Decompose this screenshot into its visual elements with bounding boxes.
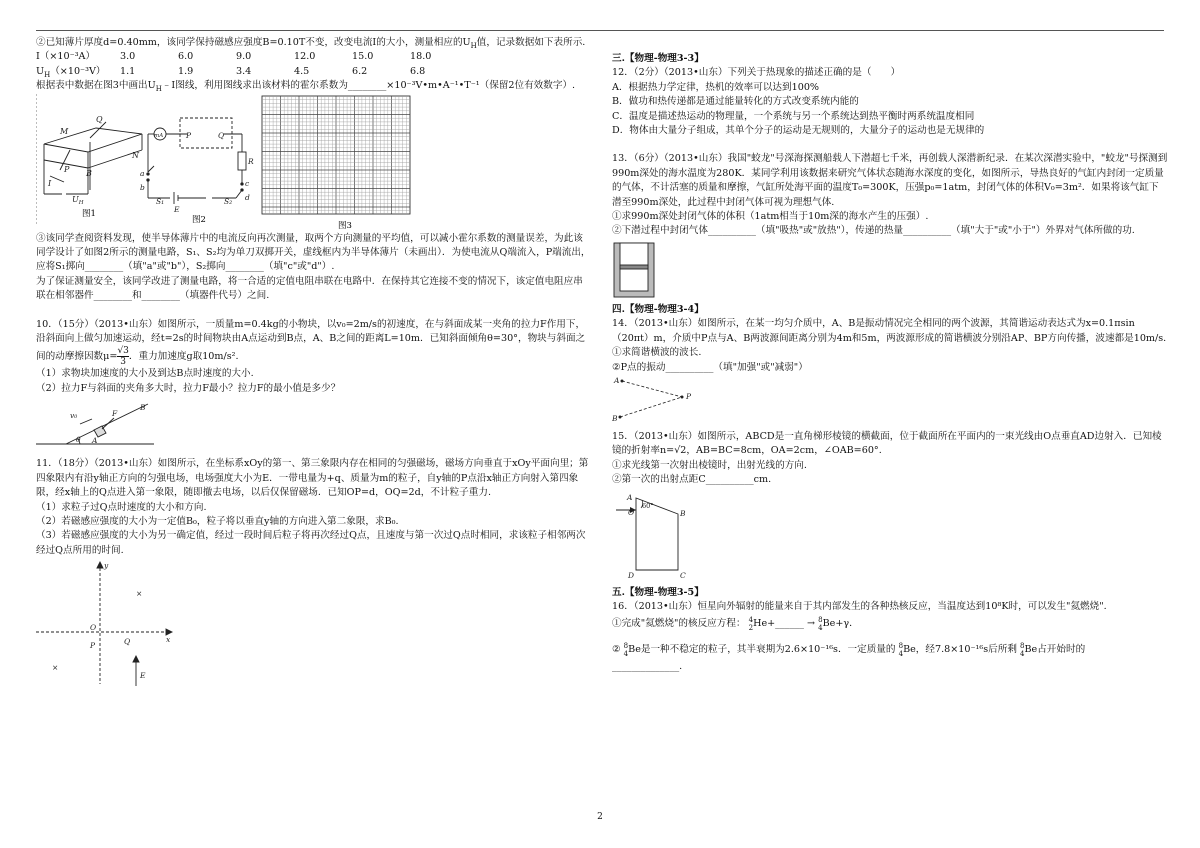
q11-letter: Q xyxy=(124,637,131,647)
table-cell: 4.5 xyxy=(294,65,310,77)
q9-part3-text-c: （填"c"或"d"）. xyxy=(263,261,335,273)
q10-figure xyxy=(36,396,592,450)
q14-letter: B xyxy=(612,413,618,423)
be-mass: 8 xyxy=(818,615,823,624)
table-cell: 6.2 xyxy=(352,65,368,77)
be-symbol: Be xyxy=(628,644,641,656)
reaction-arrow: → xyxy=(807,618,816,630)
q11-letter: y xyxy=(104,561,109,571)
q14-letter: P xyxy=(686,391,692,401)
q16-sub2-c: ，经7.8×10⁻¹⁶s后所剩 xyxy=(915,644,1017,656)
q16-sub2-d: 占开始时的 xyxy=(1037,644,1086,656)
q15-text-a: 15．（2013•山东）如图所示，ABCD是一直角梯形棱镜的横截面，位于截面所在平面内的一束光线由O点垂直AD边射入．已知棱镜的折射率n= xyxy=(612,430,1162,457)
q11-letter: P xyxy=(90,641,96,651)
q9-graph-instruction xyxy=(36,79,592,93)
q14-stem: 14．（2013•山东）如图所示，在某一均匀介质中，A、B是振动情况完全相同的两个波源，其简谐运动表达式为x=0.1πsin（20πt）m，介质中P点与A、B两波源间距离分别为4m和5m，两波源形成的简谐横波分别沿AP、BP方向传播，波速都是10m/s. xyxy=(612,318,1167,344)
q9-figures xyxy=(36,94,592,232)
fig1-letter: Q xyxy=(96,114,103,124)
fig1-letter: B xyxy=(86,168,92,178)
q14-figure xyxy=(612,375,1168,423)
fig2-caption: 图2 xyxy=(192,214,206,225)
fig2-letters xyxy=(140,131,254,214)
fig2-letter: S₁ xyxy=(156,196,165,206)
graph-unit: ×10⁻³V•m•A⁻¹•T⁻¹（保留2位有效数字）. xyxy=(386,80,576,92)
be-mass: 8 xyxy=(623,641,629,650)
q13-figure xyxy=(612,239,1168,301)
table-cell: 15.0 xyxy=(352,51,374,63)
q11-letter: O xyxy=(90,623,97,633)
q10-fraction xyxy=(117,346,128,367)
q10-letter: v₀ xyxy=(70,411,78,421)
q11-letter: x xyxy=(166,635,171,645)
answer-blank: __________ xyxy=(707,225,756,237)
q11-sub3: （3）若磁感应强度的大小为另一确定值，经过一段时间后粒子将再次经过Q点，且速度与第一次过Q点时相同，求该粒子相邻两次经过Q点所用的时间. xyxy=(36,530,586,556)
q16-sub1-text: ①完成"氦燃烧"的核反应方程： xyxy=(612,618,746,630)
row2-label-sub: H xyxy=(44,70,51,79)
q10-letter: A xyxy=(92,436,98,446)
q12-option-b: B．做功和热传递都是通过能量转化的方式改变系统内能的 xyxy=(612,96,859,108)
fig2-circuit xyxy=(147,118,246,204)
wave-sources-svg xyxy=(612,375,732,423)
table-cell: 1.1 xyxy=(120,65,136,77)
q10-numerator: √3 xyxy=(117,346,129,357)
hall-data-table xyxy=(36,50,468,79)
table-cell: 1.9 xyxy=(178,65,194,77)
fig1-hall-plate xyxy=(36,94,145,226)
fig1-letter xyxy=(72,195,84,206)
q16-stem: 16．（2013•山东）恒星向外辐射的能量来自于其内部发生的各种热核反应，当温度达到10⁸K时，可以发生"氦燃烧". xyxy=(612,600,1107,612)
q11-figure xyxy=(36,558,592,688)
q14-sub1: ①求简谐横波的波长. xyxy=(612,347,702,359)
table-cell: 3.0 xyxy=(120,51,136,63)
q9-safety-end: （填器件代号）之间. xyxy=(179,290,270,302)
q14-sub2 xyxy=(612,361,1168,375)
table-cell: 18.0 xyxy=(410,51,432,63)
fig1-h: H xyxy=(78,199,84,206)
q15-letter: B xyxy=(680,508,686,518)
table-cell: 12.0 xyxy=(294,51,316,63)
row1-label: I（×10⁻³A） xyxy=(36,51,96,63)
fig2-letter: P xyxy=(186,130,192,140)
q16-sub1 xyxy=(612,614,1168,634)
q15-figure xyxy=(612,488,1168,584)
fig2-letter: Q xyxy=(218,130,225,140)
q10-text: 10．（15分）（2013•山东）如图所示，一质量m=0.4kg的小物块，以v₀=2m/s的初速度，在与斜面成某一夹角的拉力F作用下，沿斜面向上做匀加速运动，经t=2s的时间物块由A点运动到B点，A、B之间的距离L=10m．已知斜面倾角θ=30°，物块与斜面之间的动摩擦因数μ= xyxy=(36,318,586,363)
be-symbol: Be xyxy=(903,644,916,656)
answer-blank: __________ xyxy=(705,474,754,486)
fig2-letter: c xyxy=(245,178,250,188)
q11-sub2: （2）若磁感应强度的大小为一定值B₀，粒子将以垂直y轴的方向进入第二象限，求B₀. xyxy=(36,515,399,527)
fig3-graph-paper xyxy=(262,96,410,214)
answer-blank: __________ xyxy=(665,361,714,373)
q9-part3-text: ③该同学查阅资料发现，使半导体薄片中的电流反向再次测量，取两个方向测量的平均值，可以减小霍尔系数的测量误差，为此该同学设计了如图2所示的测量电路，S₁、S₂均为单刀双掷开关，虚线框内为半导体薄片（未画出）．为使电流从Q端流入，P端流出，应将S₁掷向 xyxy=(36,232,591,273)
q13-sub1: ①求990m深处封闭气体的体积（1atm相当于10m深的海水产生的压强）. xyxy=(612,211,929,223)
q12-option-a: A．根据热力学定律，热机的效率可以达到100% xyxy=(612,81,820,93)
fig1-caption: 图1 xyxy=(82,208,96,219)
q15-sub2-b: cm. xyxy=(753,474,772,486)
q11-letter: E xyxy=(140,671,146,681)
q9-intro-sub: H xyxy=(470,41,477,50)
fig2-letter: mA xyxy=(154,132,164,139)
q15-angle: 60° xyxy=(642,501,654,510)
q15-text-b: ，AB=BC=8cm，OA=2cm，∠OAB=60°. xyxy=(686,445,882,457)
q15-letter: O xyxy=(628,507,635,517)
graph-mid: ﹣I图线，利用图线求出该材料的霍尔系数为 xyxy=(161,80,348,92)
q16-sub2-marker: ② xyxy=(612,644,621,656)
fig1-u: U xyxy=(72,194,79,204)
fig2-letter: d xyxy=(245,192,250,202)
row2-label xyxy=(36,65,120,79)
q12-option-c: C．温度是描述热运动的物理量，一个系统与另一个系统达到热平衡时两系统温度相同 xyxy=(612,110,975,122)
answer-blank: ______________ xyxy=(612,661,680,673)
be-gamma: Be+γ． xyxy=(822,618,859,630)
q9-figures-svg xyxy=(36,94,592,232)
table-cell: 3.4 xyxy=(236,65,252,77)
be-charge: 4 xyxy=(898,649,904,658)
header-rule xyxy=(36,30,1164,31)
q10-denominator: 3 xyxy=(120,357,127,368)
q10-letter: θ xyxy=(76,435,81,445)
q13-sub2 xyxy=(612,224,1168,238)
q14-letter: A xyxy=(614,375,620,385)
fig1-letter: I xyxy=(48,178,52,188)
fig2-letter: a xyxy=(140,168,145,178)
graph-text: 根据表中数据在图3中画出U xyxy=(36,80,156,92)
fig2-letter: b xyxy=(140,182,145,192)
be-symbol: Be xyxy=(1024,644,1038,656)
be-mass: 8 xyxy=(1020,641,1025,650)
q11-axes-svg xyxy=(36,558,236,688)
q12-stem: 12．（2分）（2013•山东）下列关于热现象的描述正确的是（ ） xyxy=(612,67,901,79)
q15-sqrt: √2 xyxy=(674,445,687,457)
q9-part3-safety xyxy=(36,275,592,304)
answer-blank: ________ xyxy=(225,261,264,273)
section-3-5-heading: 五.【物理-物理3-5】 xyxy=(612,586,704,598)
q10-sub2: （2）拉力F与斜面的夹角多大时，拉力F最小？拉力F的最小值是多少？ xyxy=(36,382,341,394)
fig1-letter: P xyxy=(64,164,70,174)
he-charge: 2 xyxy=(748,623,754,632)
q15-sub2 xyxy=(612,473,1168,487)
q13-stem: 13．（6分）（2013•山东）我国"蛟龙"号深海探测船载人下潜超七千米，再创载人深潜新纪录．在某次深潜实验中，"蛟龙"号探测到990m深处的海水温度为280K．某同学利用该数据来研究气体状态随海水深度的变化，如图所示，导热良好的气缸内封闭一定质量的气体，不计活塞的质量和摩擦，气缸所处海平面的温度T₀=300K，压强p₀=1atm，封闭气体的体积V₀=3m²．如果将该气缸下潜至990m深处，此过程中封闭气体可视为理想气体. xyxy=(612,153,1168,208)
he-mass: 4 xyxy=(748,615,754,624)
q10-sub1: （1）求物块加速度的大小及到达B点时速度的大小. xyxy=(36,368,254,380)
be-charge: 4 xyxy=(818,623,823,632)
fig2-letter: R xyxy=(248,156,254,166)
table-row xyxy=(36,50,468,64)
page-number: 2 xyxy=(597,812,603,822)
row2-label-end: （×10⁻³V） xyxy=(50,65,106,77)
q13-sub2-c: （填"大于"或"小于"）外界对气体所做的功. xyxy=(951,225,1135,237)
q15-letter: C xyxy=(680,570,686,580)
q9-and: 和 xyxy=(131,290,142,302)
answer-blank: ________ xyxy=(84,261,124,273)
table-cell: 6.8 xyxy=(410,65,426,77)
q10-letter: B xyxy=(140,403,146,413)
q9-part3 xyxy=(36,232,592,275)
graph-sub: H xyxy=(155,85,162,94)
answer-blank: ______ xyxy=(775,618,804,630)
q11-field-mark: × xyxy=(52,663,59,673)
q16-end: . xyxy=(679,661,683,673)
fig1-letter: M xyxy=(60,126,69,136)
q9-part3-text-b: （填"a"或"b"），S₂掷向 xyxy=(123,261,226,273)
he-symbol: He+ xyxy=(753,618,776,630)
cylinder-svg xyxy=(612,239,672,301)
prism-svg xyxy=(612,488,712,584)
q15-sub2-a: ②第一次的出射点距C xyxy=(612,474,706,486)
row2-label-u: U xyxy=(36,65,45,77)
answer-blank: ________ xyxy=(347,80,387,92)
left-column xyxy=(36,36,592,688)
q9-intro-text: ②已知薄片厚度d=0.40mm，该同学保持磁感应强度B=0.10T不变，改变电流I的大小，测量相应的U xyxy=(36,37,471,48)
fig1-letter: N xyxy=(132,150,139,160)
q15-letter: A xyxy=(627,492,633,502)
q14-sub2-a: ②P点的振动 xyxy=(612,361,666,373)
q11-stem: 11．（18分）（2013•山东）如图所示，在坐标系xOy的第一、第三象限内存在相同的匀强磁场，磁场方向垂直于xOy平面向里；第四象限内有沿y轴正方向的匀强电场，电场强度大小为E．一带电量为+q、质量为m的粒子，自y轴的P点沿x轴正方向射入第四象限，经x轴上的Q点进入第一象限，随即撤去电场，以后仅保留磁场．已知OP=d，OQ=2d，不计粒子重力. xyxy=(36,458,589,499)
q15-sub1: ①求光线第一次射出棱镜时，出射光线的方向. xyxy=(612,459,807,471)
answer-blank: ________ xyxy=(141,290,180,302)
be-charge: 4 xyxy=(623,649,629,658)
q16-answer-line xyxy=(612,660,1168,674)
q9-part2-intro xyxy=(36,36,592,50)
right-column xyxy=(612,36,1168,675)
fig2-letter: E xyxy=(174,204,180,214)
q10-letter: F xyxy=(112,409,118,419)
fig3-caption: 图3 xyxy=(338,220,352,231)
q11-field-mark: × xyxy=(136,589,143,599)
q10-text-b: ．重力加速度g取10m/s². xyxy=(128,351,239,363)
section-3-3-heading: 三.【物理-物理3-3】 xyxy=(612,53,704,64)
answer-blank: ________ xyxy=(93,290,132,302)
q9-intro-end: 值，记录数据如下表所示. xyxy=(476,37,586,48)
table-cell: 9.0 xyxy=(236,51,252,63)
q16-sub2-b: 是一种不稳定的粒子，其半衰期为2.6×10⁻¹⁶s．一定质量的 xyxy=(640,644,896,656)
table-row xyxy=(36,65,468,79)
q11-sub1: （1）求粒子过Q点时速度的大小和方向. xyxy=(36,501,207,513)
table-cell: 6.0 xyxy=(178,51,194,63)
q13-sub2-a: ②下潜过程中封闭气体 xyxy=(612,225,708,237)
q15-stem xyxy=(612,430,1168,459)
q16-sub2 xyxy=(612,640,1168,660)
answer-blank: __________ xyxy=(903,225,952,237)
section-3-4-heading: 四.【物理-物理3-4】 xyxy=(612,303,704,315)
q10-incline-svg xyxy=(36,396,196,450)
q9-safety-text: 为了保证测量安全，该同学改进了测量电路，将一合适的定值电阻串联在电路中．在保持其它连接不变的情况下，该定值电阻应串联在相邻器件 xyxy=(36,275,583,302)
q15-letter: D xyxy=(628,570,635,580)
fig2-letter: S₂ xyxy=(224,196,233,206)
q12-option-d: D．物体由大量分子组成，其单个分子的运动是无规则的，大量分子的运动也是无规律的 xyxy=(612,125,985,137)
q13-sub2-b: （填"吸热"或"放热"），传递的热量 xyxy=(755,225,904,237)
q10-stem xyxy=(36,318,592,368)
q14-sub2-b: （填"加强"或"减弱"） xyxy=(713,361,808,373)
be-mass: 8 xyxy=(898,641,904,650)
be-charge: 4 xyxy=(1020,649,1025,658)
